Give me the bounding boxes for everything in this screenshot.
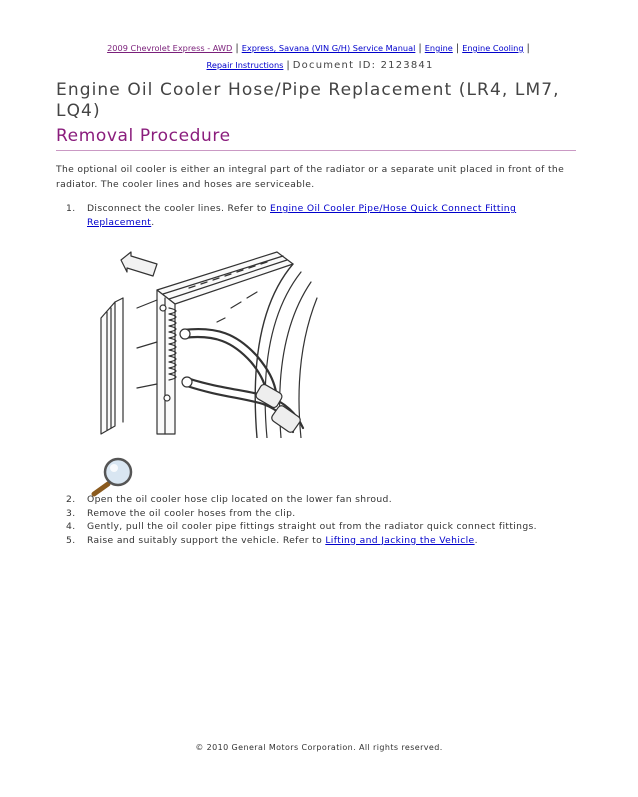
list-item <box>56 534 576 548</box>
section-divider <box>56 150 576 151</box>
step-link-lifting-jacking[interactable]: Lifting and Jacking the Vehicle <box>325 534 475 546</box>
breadcrumb-link-engine-cooling[interactable]: Engine Cooling <box>462 43 524 53</box>
oil-cooler-illustration <box>97 238 337 438</box>
step-text-end: . <box>474 534 478 546</box>
breadcrumb-separator: | <box>286 60 290 71</box>
page-title: Engine Oil Cooler Hose/Pipe Replacement (LR4, LM7, LQ4) <box>56 80 560 121</box>
list-item <box>56 507 576 521</box>
list-item <box>56 202 576 229</box>
step-number: 5. <box>66 534 76 546</box>
breadcrumb-link-repair-instructions[interactable]: Repair Instructions <box>206 60 284 70</box>
breadcrumb-link-engine[interactable]: Engine <box>424 43 453 53</box>
breadcrumb-line-1 <box>60 40 580 57</box>
document-id: Document ID: 2123841 <box>292 60 434 71</box>
list-item <box>56 520 576 534</box>
step-text-end: . <box>151 216 155 228</box>
magnifier-icon[interactable] <box>90 456 138 498</box>
breadcrumb-separator: | <box>526 43 530 54</box>
step-link-quick-connect[interactable]: Engine Oil Cooler Pipe/Hose Quick Connect Fitting Replacement <box>87 203 517 228</box>
procedure-steps <box>56 202 576 229</box>
breadcrumb-separator: | <box>235 43 239 54</box>
step-number: 1. <box>66 203 76 214</box>
breadcrumb <box>60 40 580 74</box>
breadcrumb-link-service-manual[interactable]: Express, Savana (VIN G/H) Service Manual <box>241 43 416 53</box>
breadcrumb-separator: | <box>455 43 460 54</box>
step-number: 3. <box>66 507 76 519</box>
breadcrumb-line-2 <box>60 57 580 74</box>
intro-paragraph: The optional oil cooler is either an integral part of the radiator or a separate unit placed in front of the radiator. The cooler lines and hoses are serviceable. <box>56 164 565 190</box>
procedure-steps-continued <box>56 493 576 547</box>
direction-arrow-icon <box>121 252 157 276</box>
step-number: 2. <box>66 494 76 505</box>
section-heading: Removal Procedure <box>56 126 231 146</box>
breadcrumb-link-vehicle[interactable]: 2009 Chevrolet Express - AWD <box>107 43 233 53</box>
step-text: Raise and suitably support the vehicle. Refer to <box>87 534 326 546</box>
step-text: Disconnect the cooler lines. Refer to <box>87 203 271 214</box>
copyright-footer: © 2010 General Motors Corporation. All rights reserved. <box>195 743 443 752</box>
step-text: Open the oil cooler hose clip located on the lower fan shroud. <box>87 494 392 505</box>
list-item <box>56 493 576 507</box>
step-text: Remove the oil cooler hoses from the clip. <box>87 507 296 519</box>
breadcrumb-separator: | <box>418 43 422 54</box>
step-text: Gently, pull the oil cooler pipe fittings straight out from the radiator quick connect fittings. <box>87 521 537 532</box>
step-number: 4. <box>66 521 76 532</box>
